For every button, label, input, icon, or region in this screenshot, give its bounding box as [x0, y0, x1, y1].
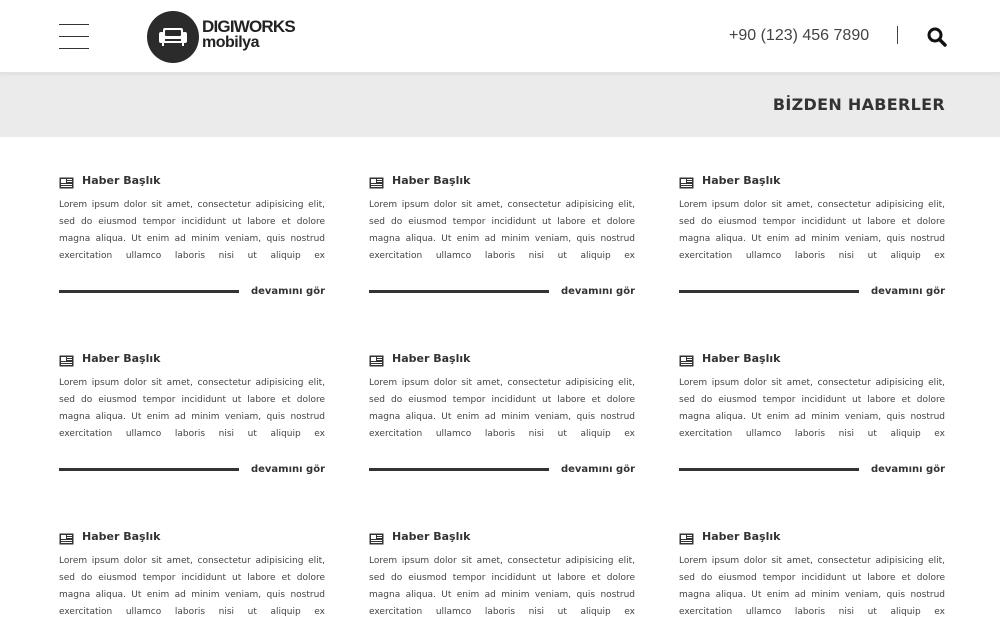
news-card-header [59, 172, 325, 188]
news-card-text: Lorem ipsum dolor sit amet, consectetur adipisicing elit, sed do eiusmod tempor incididunt ut labore et dolore magna aliqua. Ut enim ad minim veniam, quis nostrud exercitation ullamco laboris nisi ut aliquip ex [679, 378, 945, 439]
newspaper-icon [369, 530, 384, 542]
news-card-title[interactable]: Haber Başlık [392, 173, 471, 187]
news-card [59, 350, 325, 475]
logo[interactable] [147, 11, 295, 63]
news-card [679, 172, 945, 297]
news-card [369, 172, 635, 297]
read-more-link[interactable]: devamını gör [560, 285, 635, 297]
news-card [369, 528, 635, 621]
news-card [59, 172, 325, 297]
news-card-text: Lorem ipsum dolor sit amet, consectetur adipisicing elit, sed do eiusmod tempor incididunt ut labore et dolore magna aliqua. Ut enim ad minim veniam, quis nostrud exercitation ullamco laboris nisi ut aliquip ex [369, 200, 635, 261]
newspaper-icon [369, 174, 384, 186]
news-card-text: Lorem ipsum dolor sit amet, consectetur adipisicing elit, sed do eiusmod tempor incididunt ut labore et dolore magna aliqua. Ut enim ad minim veniam, quis nostrud exercitation ullamco laboris nisi ut aliquip ex [59, 200, 325, 261]
news-card-title[interactable]: Haber Başlık [702, 529, 781, 543]
news-card-title[interactable]: Haber Başlık [392, 529, 471, 543]
news-card-title[interactable]: Haber Başlık [392, 351, 471, 365]
logo-line-1: DIGIWORKS [202, 17, 295, 36]
news-card-title[interactable]: Haber Başlık [82, 173, 161, 187]
news-card-footer [59, 462, 325, 476]
news-card [369, 350, 635, 475]
news-card-header [369, 172, 635, 188]
search-icon[interactable] [926, 26, 948, 48]
news-card-text: Lorem ipsum dolor sit amet, consectetur adipisicing elit, sed do eiusmod tempor incididunt ut labore et dolore magna aliqua. Ut enim ad minim veniam, quis nostrud exercitation ullamco laboris nisi ut aliquip ex [369, 556, 635, 617]
news-card [679, 528, 945, 621]
news-card-header [59, 528, 325, 544]
news-card-divider [679, 290, 859, 293]
newspaper-icon [679, 352, 694, 364]
hamburger-menu-icon[interactable] [59, 24, 89, 49]
news-card-header [679, 172, 945, 188]
page-title: BİZDEN HABERLER [772, 95, 945, 114]
news-card-title[interactable]: Haber Başlık [82, 529, 161, 543]
news-card-footer [369, 284, 635, 298]
news-card-text: Lorem ipsum dolor sit amet, consectetur adipisicing elit, sed do eiusmod tempor incididunt ut labore et dolore magna aliqua. Ut enim ad minim veniam, quis nostrud exercitation ullamco laboris nisi ut aliquip ex [369, 378, 635, 439]
news-card-text: Lorem ipsum dolor sit amet, consectetur adipisicing elit, sed do eiusmod tempor incididunt ut labore et dolore magna aliqua. Ut enim ad minim veniam, quis nostrud exercitation ullamco laboris nisi ut aliquip ex [679, 200, 945, 261]
header-divider [897, 26, 898, 44]
newspaper-icon [59, 174, 74, 186]
news-card-text: Lorem ipsum dolor sit amet, consectetur adipisicing elit, sed do eiusmod tempor incididunt ut labore et dolore magna aliqua. Ut enim ad minim veniam, quis nostrud exercitation ullamco laboris nisi ut aliquip ex [59, 378, 325, 439]
news-card-footer [369, 462, 635, 476]
news-card-footer [59, 284, 325, 298]
news-card-footer [679, 284, 945, 298]
news-card-header [369, 350, 635, 366]
read-more-link[interactable]: devamını gör [250, 463, 325, 475]
news-card-title[interactable]: Haber Başlık [702, 173, 781, 187]
news-card-title[interactable]: Haber Başlık [702, 351, 781, 365]
news-card-header [59, 350, 325, 366]
news-card-divider [679, 468, 859, 471]
news-card-title[interactable]: Haber Başlık [82, 351, 161, 365]
read-more-link[interactable]: devamını gör [250, 285, 325, 297]
news-card-text: Lorem ipsum dolor sit amet, consectetur adipisicing elit, sed do eiusmod tempor incididunt ut labore et dolore magna aliqua. Ut enim ad minim veniam, quis nostrud exercitation ullamco laboris nisi ut aliquip ex [59, 556, 325, 617]
read-more-link[interactable]: devamını gör [870, 463, 945, 475]
read-more-link[interactable]: devamını gör [560, 463, 635, 475]
news-card-header [679, 528, 945, 544]
news-card-footer [679, 462, 945, 476]
news-card-text: Lorem ipsum dolor sit amet, consectetur adipisicing elit, sed do eiusmod tempor incididunt ut labore et dolore magna aliqua. Ut enim ad minim veniam, quis nostrud exercitation ullamco laboris nisi ut aliquip ex [679, 556, 945, 617]
phone-number[interactable]: +90 (123) 456 7890 [729, 27, 870, 44]
news-card-header [679, 350, 945, 366]
logo-line-2: mobilya [202, 34, 259, 51]
newspaper-icon [679, 174, 694, 186]
logo-text [202, 19, 295, 51]
sofa-icon [147, 11, 199, 63]
newspaper-icon [369, 352, 384, 364]
news-card-header [369, 528, 635, 544]
newspaper-icon [59, 352, 74, 364]
newspaper-icon [679, 530, 694, 542]
news-card-divider [59, 468, 239, 471]
read-more-link[interactable]: devamını gör [870, 285, 945, 297]
news-card-divider [369, 468, 549, 471]
page-banner [0, 73, 1000, 137]
news-card-divider [59, 290, 239, 293]
news-card-divider [369, 290, 549, 293]
news-card [679, 350, 945, 475]
newspaper-icon [59, 530, 74, 542]
news-card [59, 528, 325, 621]
site-header [0, 0, 1000, 73]
